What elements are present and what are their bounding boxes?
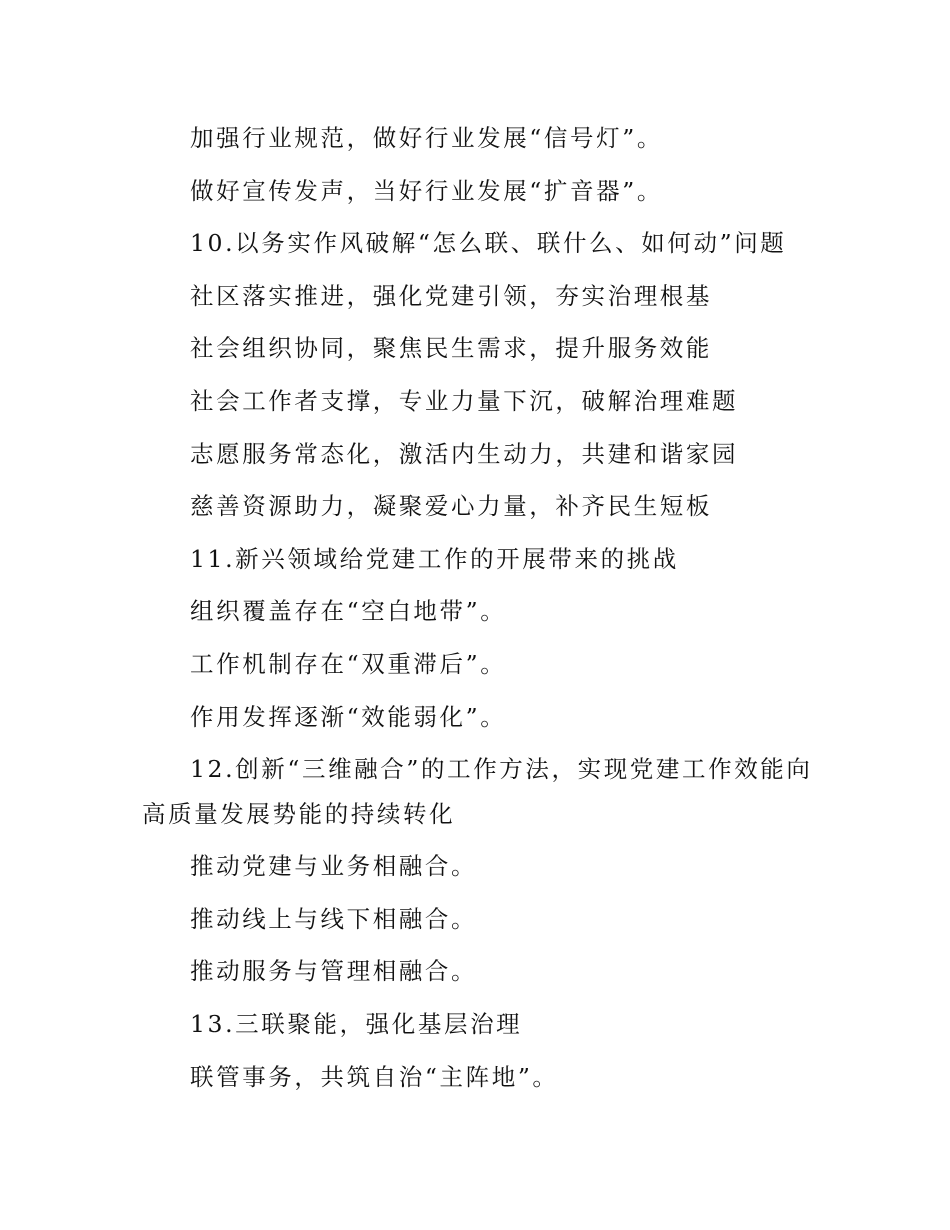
- paragraph-joint-management: 联管事务，共筑自治“主阵地”。: [190, 1062, 559, 1091]
- document-body: [142, 112, 822, 1103]
- paragraph-volunteer-service: 志愿服务常态化，激活内生动力，共建和谐家园: [190, 439, 739, 468]
- paragraph-publicity: 做好宣传发声，当好行业发展“扩音器”。: [190, 176, 663, 205]
- paragraph-party-business: 推动党建与业务相融合。: [190, 852, 478, 881]
- paragraph-organization-coverage: 组织覆盖存在“空白地带”。: [190, 597, 507, 626]
- heading-section-13: 13.三联聚能，强化基层治理: [190, 1009, 523, 1038]
- paragraph-industry-norms: 加强行业规范，做好行业发展“信号灯”。: [190, 124, 663, 152]
- heading-section-12: 12.创新“三维融合”的工作方法，实现党建工作效能向高质量发展势能的持续转化: [142, 755, 813, 829]
- heading-section-10: 10.以务实作风破解“怎么联、联什么、如何动”问题: [190, 229, 787, 258]
- paragraph-charity-resources: 慈善资源助力，凝聚爱心力量，补齐民生短板: [190, 492, 712, 521]
- paragraph-effectiveness: 作用发挥逐渐“效能弱化”。: [190, 702, 507, 731]
- heading-section-11: 11.新兴领域给党建工作的开展带来的挑战: [190, 544, 679, 573]
- paragraph-social-organizations: 社会组织协同，聚焦民生需求，提升服务效能: [190, 334, 712, 363]
- paragraph-community: 社区落实推进，强化党建引领，夯实治理根基: [190, 281, 712, 310]
- paragraph-social-workers: 社会工作者支撑，专业力量下沉，破解治理难题: [190, 386, 739, 415]
- paragraph-service-management: 推动服务与管理相融合。: [190, 957, 478, 986]
- paragraph-online-offline: 推动线上与线下相融合。: [190, 904, 478, 933]
- paragraph-work-mechanism: 工作机制存在“双重滞后”。: [190, 649, 507, 678]
